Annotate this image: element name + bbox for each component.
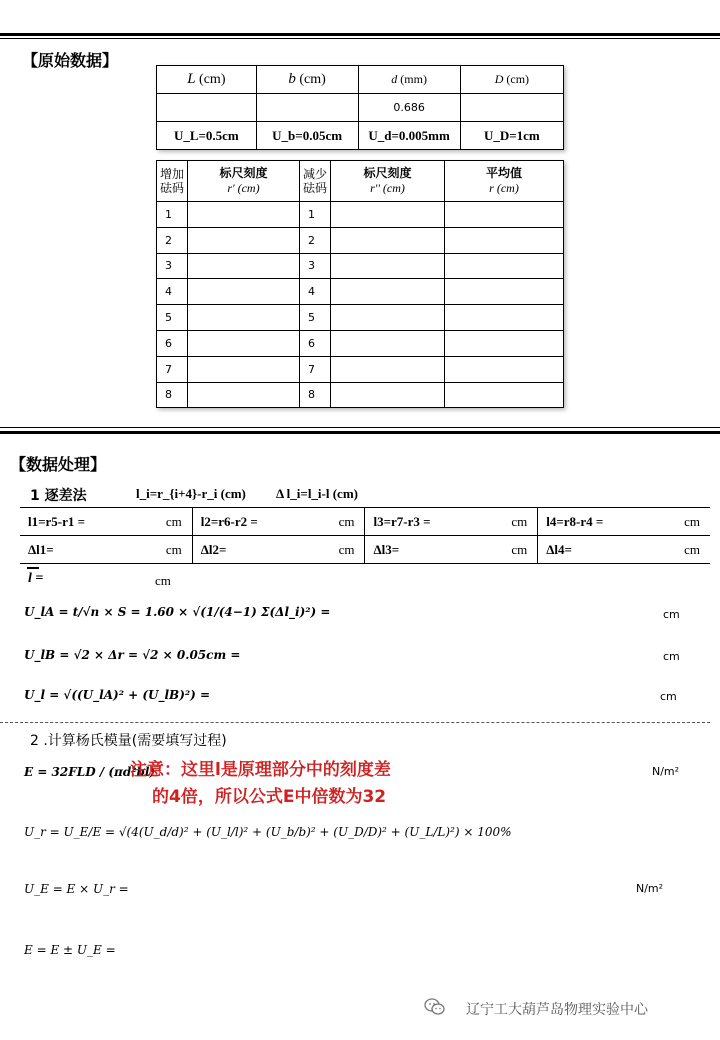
lbar-overline	[27, 567, 39, 569]
uncertainty-D: U_D=1cm	[460, 122, 563, 150]
dl3-label: Δl3=	[373, 542, 400, 557]
ulb-formula: U_lB = √2 × Δr = √2 × 0.05cm =	[24, 648, 241, 662]
wechat-icon	[424, 998, 446, 1016]
raw-data-table	[156, 65, 564, 150]
table-row: 5 5	[157, 305, 564, 331]
e-formula: E = 32FLD / (πd²bl)	[24, 765, 156, 779]
col-scale-add: 标尺刻度 r' (cm)	[188, 161, 300, 202]
top-rule	[0, 33, 720, 36]
header-L: L (cm)	[157, 66, 257, 94]
ula-unit: cm	[663, 608, 680, 621]
dl2-label: Δl2=	[200, 542, 227, 557]
l3-label: l3=r7-r3 =	[373, 514, 431, 529]
l1-label: l1=r5-r1 =	[28, 514, 86, 529]
table-row: 8 8	[157, 382, 564, 408]
method-heading: 1 逐差法	[30, 488, 87, 504]
lbar-unit: cm	[155, 573, 171, 588]
note-line-2: 的4倍，所以公式E中倍数为32	[152, 787, 387, 807]
ue-formula: U_E = E × U_r =	[24, 882, 129, 896]
note-line-1: 注意：这里l是原理部分中的刻度差	[130, 760, 391, 780]
footer-logo-text: 辽宁工大葫芦岛物理实验中心	[466, 1002, 648, 1018]
ula-formula: U_lA = t/√n × S = 1.60 × √(1/(4−1) Σ(Δl_i)²) =	[24, 605, 331, 619]
value-D[interactable]	[460, 94, 563, 122]
part2-heading: 2 .计算杨氏模量(需要填写过程)	[30, 733, 227, 749]
col-remove-weight: 减少砝码	[300, 161, 331, 202]
col-add-weight: 增加砝码	[157, 161, 188, 202]
col-average: 平均值 r (cm)	[445, 161, 564, 202]
table-row: 1 1	[157, 202, 564, 228]
uncertainty-d: U_d=0.005mm	[358, 122, 460, 150]
top-rule-thin	[0, 38, 720, 39]
header-b: b (cm)	[256, 66, 358, 94]
ulb-unit: cm	[663, 650, 680, 663]
middle-rule-thin	[0, 427, 720, 428]
e-unit: N/m²	[652, 765, 680, 778]
ul-formula: U_l = √((U_lA)² + (U_lB)²) =	[24, 688, 211, 702]
method-formula-2: Δ l_i=l_i-l (cm)	[276, 486, 358, 501]
col-scale-remove: 标尺刻度 r'' (cm)	[331, 161, 445, 202]
l2-label: l2=r6-r2 =	[200, 514, 258, 529]
scale-reading-table	[156, 160, 564, 408]
e-final-formula: E = E ± U_E =	[24, 943, 116, 957]
difference-table: l1=r5-r1 = cm l2=r6-r2 = cm l3=r7-r3 = cm l4=r8-r4 = cm Δl1= cm Δl2= cm Δl3= cm Δl4= cm	[20, 507, 710, 564]
table-row: 2 2	[157, 227, 564, 253]
method-formula-1: l_i=r_{i+4}-r_i (cm)	[136, 486, 246, 501]
value-L[interactable]	[157, 94, 257, 122]
header-d: d (mm)	[358, 66, 460, 94]
lbar-label: l =	[28, 571, 44, 586]
ur-formula: U_r = U_E/E = √(4(U_d/d)² + (U_l/l)² + (U_b/b)² + (U_D/D)² + (U_L/L)²) × 100%	[24, 825, 512, 839]
ul-unit: cm	[660, 690, 677, 703]
value-d[interactable]: 0.686	[358, 94, 460, 122]
section-title-data-processing: 【数据处理】	[10, 455, 107, 474]
ue-unit: N/m²	[636, 882, 664, 895]
section-title-raw-data: 【原始数据】	[22, 51, 119, 70]
header-D: D (cm)	[460, 66, 563, 94]
table-row: 7 7	[157, 356, 564, 382]
dl1-label: Δl1=	[28, 542, 54, 557]
middle-rule	[0, 431, 720, 434]
value-b[interactable]	[256, 94, 358, 122]
dashed-divider	[0, 722, 710, 723]
l4-label: l4=r8-r4 =	[546, 514, 604, 529]
uncertainty-b: U_b=0.05cm	[256, 122, 358, 150]
table-row: 6 6	[157, 330, 564, 356]
table-row: 3 3	[157, 253, 564, 279]
table-row: 4 4	[157, 279, 564, 305]
uncertainty-L: U_L=0.5cm	[157, 122, 257, 150]
dl4-label: Δl4=	[546, 542, 572, 557]
